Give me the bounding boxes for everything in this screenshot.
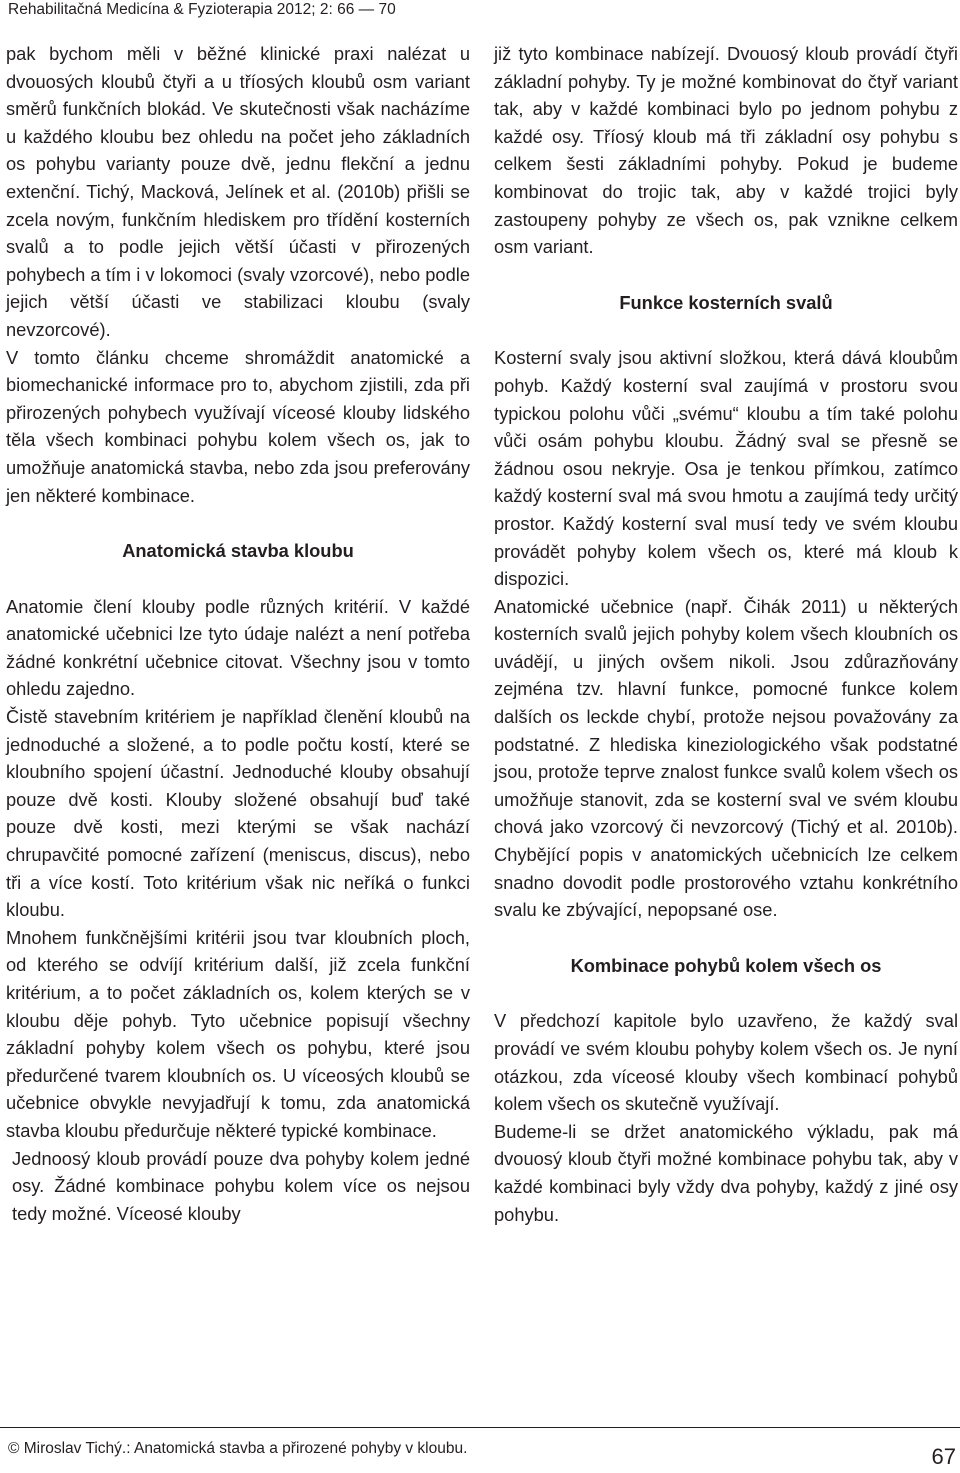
paragraph: Kosterní svaly jsou aktivní složkou, která dává kloubům pohyb. Každý kosterní sval zaujímá v prostoru svou typickou polohu vůči „svému“ kloubu a tím také polohu vůči osám pohybu kloubu. Žádný sval se přesně se žádnou osou nekryje. Osa je tenkou přímkou, zatímco každý kosterní sval má svou hmotu a zaujímá tedy určitý prostor. Každý kosterní sval musí tedy ve svém kloubu provádět pohyby kolem všech os, které má kloub k dispozici. <box>494 347 958 590</box>
paragraph: pak bychom měli v běžné klinické praxi nalézat u dvouosých kloubů čtyři a u tříosých kloubů osm variant směrů funkčních blokád. Ve skutečnosti však nacházíme u každého kloubu bez ohledu na počet jeho základních os pohybu varianty pouze dvě, jednu flekční a jednu extenční. Tichý, Macková, Jelínek et al. (2010b) přišli se zcela novým, funkčním hlediskem pro třídění kosterních svalů a to podle jejich větší účasti v přirozených pohybech a tím i v lokomoci (svaly vzorcové), nebo podle jejich větší účasti ve stabilizaci kloubu (svaly nevzorcové). <box>6 43 470 340</box>
paragraph: Mnohem funkčnějšími kritérii jsou tvar kloubních ploch, od kterého se odvíjí kritérium další, již zcela funkční kritérium, a to počet základních os, kolem kterých se v kloubu děje pohyb. Tyto učebnice popisují všechny základní pohyby kolem všech os pohybu, které jsou předurčené tvarem kloubních os. U víceosých kloubů se učebnice obvykle nevyjadřují k tomu, zda anatomická stavba kloubu předurčuje některé typické kombinace. <box>6 926 470 1141</box>
running-header: Rehabilitačná Medicína & Fyzioterapia 2012; 2: 66 — 70 <box>8 1 396 18</box>
paragraph: Anatomické učebnice (např. Čihák 2011) u některých kosterních svalů jejich pohyby kolem všech kloubních os uvádějí, u jiných ovšem nikoli. Jsou zdůrazňovány zejména tzv. hlavní funkce, pomocné funkce kolem dalších os leckde chybí, protože nejsou považovány za podstatné. Z hlediska kineziologického však podstatné jsou, protože teprve znalost funkce svalů kolem všech os umožňuje stanovit, zda se kosterní sval ve svém kloubu chová jako vzorcový či nevzorcový (Tichý et al. 2010b). Chybějící popis v anatomických učebnicích lze celkem snadno dovodit podle prostorového vztahu konkrétního svalu ke zbývající, nepopsané ose. <box>494 595 958 921</box>
paragraph: V předchozí kapitole bylo uzavřeno, že každý sval provádí ve svém kloubu pohyby kolem všech os. Je nyní otázkou, zda víceosé klouby všech kombinací pohybů kolem všech os skutečně využívají. <box>494 1010 958 1115</box>
paragraph: již tyto kombinace nabízejí. Dvouosý kloub provádí čtyři základní pohyby. Ty je možné kombinovat do čtyř variant tak, aby v každé kombinaci bylo po jednom pohybu z každé osy. Tříosý kloub má tři základní osy pohybu s celkem šesti základními pohyby. Pokud je budeme kombinovat do trojic tak, aby v každé trojici byly zastoupeny pohyby ze všech os, pak vznikne celkem osm variant. <box>494 43 958 258</box>
paragraph: Jednoosý kloub provádí pouze dva pohyby kolem jedné osy. Žádné kombinace pohybu kolem více os nejsou tedy možné. Víceosé klouby <box>12 1147 470 1224</box>
section-heading-anatomy: Anatomická stavba kloubu <box>122 540 354 562</box>
section-heading-muscle-function: Funkce kosterních svalů <box>619 291 833 313</box>
paragraph: V tomto článku chceme shromáždit anatomické a biomechanické informace pro to, abychom zjistili, zda při přirozených pohybech využívají víceosé klouby lidského těla všech kombinaci pohybu kolem všech os, jak to umožňuje anatomická stavba, nebo zda jsou preferovány jen některé kombinace. <box>6 346 470 506</box>
left-column <box>6 40 470 1227</box>
paragraph: Budeme-li se držet anatomického výkladu, pak má dvouosý kloub čtyři možné kombinace pohybu tak, aby v každé kombinaci byly vždy dva pohyby, každý z jiné osy pohybu. <box>494 1120 958 1225</box>
section-heading-combinations: Kombinace pohybů kolem všech os <box>570 954 882 976</box>
right-column <box>494 40 958 1228</box>
footer-divider <box>0 1427 960 1428</box>
paragraph: Čistě stavebním kritériem je například členění kloubů na jednoduché a složené, a to podle počtu kostí, které se kloubního spojení účastní. Jednoduché klouby obsahují pouze dvě kosti. Klouby složené obsahují buď také pouze dvě kosti, mezi kterými se však nachází chrupavčité pomocné zařízení (meniscus, discus), nebo tři a více kostí. Toto kritérium však nic neříká o funkci kloubu. <box>6 706 470 921</box>
page-number: 67 <box>931 1444 956 1469</box>
paragraph: Anatomie člení klouby podle různých kritérií. V každé anatomické učebnici lze tyto údaje nalézt a není potřeba žádné konkrétní učebnice citovat. Všechny jsou v tomto ohledu zajedno. <box>6 595 470 700</box>
footer-citation: © Miroslav Tichý.: Anatomická stavba a přirozené pohyby v kloubu. <box>8 1440 468 1457</box>
